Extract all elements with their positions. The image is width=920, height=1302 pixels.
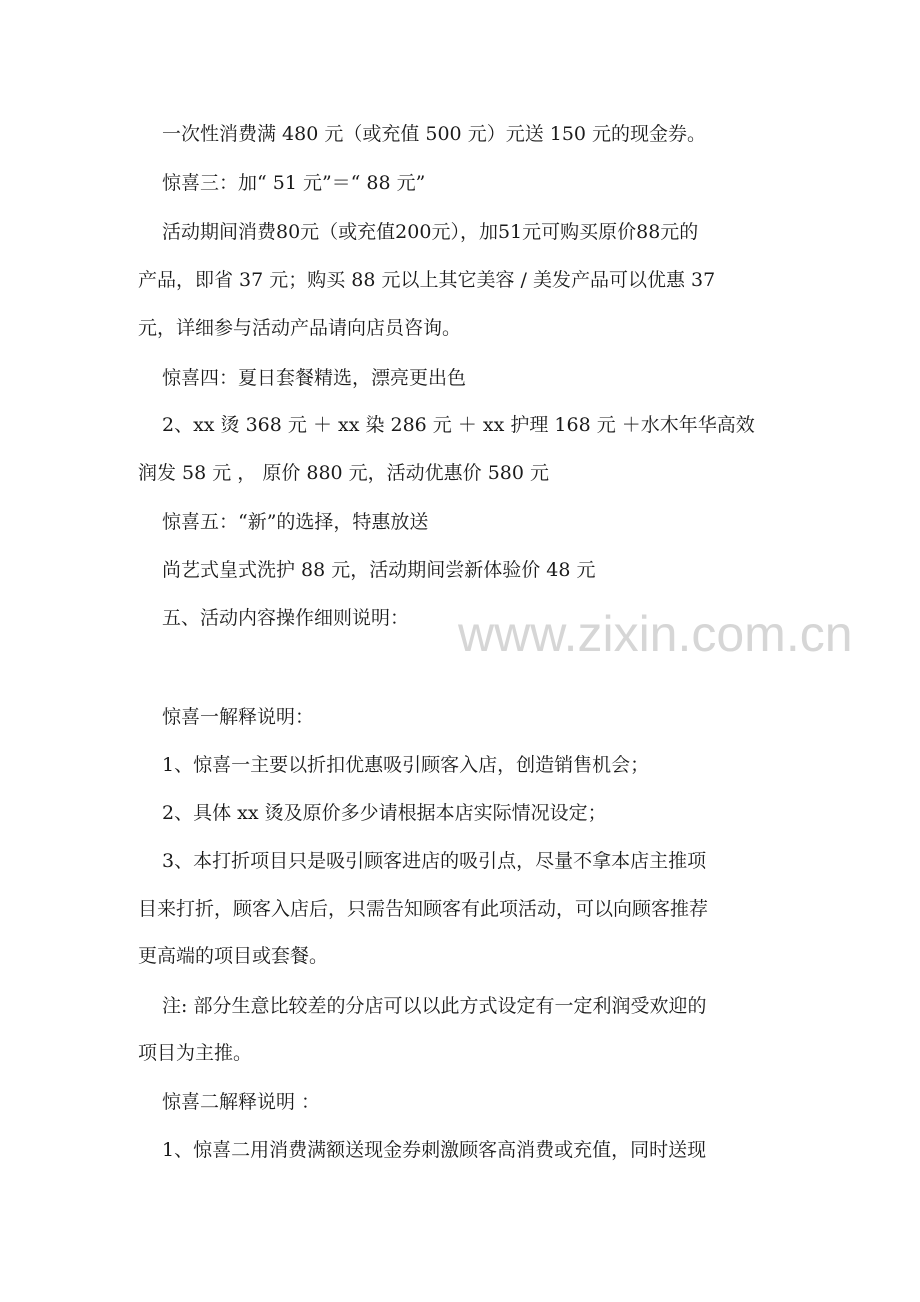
section-heading-surprise-3: 惊喜三：加“ 51 元”＝“ 88 元”: [162, 172, 426, 194]
text-line: 2、xx 烫 368 元 ＋ xx 染 286 元 ＋ xx 护理 168 元 ＋水木年华高效: [162, 414, 755, 436]
text-line: 项目为主推。: [138, 1042, 253, 1064]
section-heading-surprise-4: 惊喜四：夏日套餐精选，漂亮更出色: [162, 367, 467, 389]
explanation-heading-1: 惊喜一解释说明：: [162, 706, 315, 728]
text-line: 一次性消费满 480 元（或充值 500 元）元送 150 元的现金券。: [162, 123, 707, 145]
text-line: 更高端的项目或套餐。: [138, 945, 329, 967]
text-line: 活动期间消费80元（或充值200元），加51元可购买原价88元的: [162, 221, 699, 243]
list-item: 1、惊喜二用消费满额送现金券刺激顾客高消费或充值，同时送现: [162, 1139, 707, 1161]
list-item: 1、惊喜一主要以折扣优惠吸引顾客入店，创造销售机会；: [162, 754, 650, 776]
text-line: 目来打折，顾客入店后，只需告知顾客有此项活动，可以向顾客推荐: [138, 898, 709, 920]
section-heading-5: 五、活动内容操作细则说明：: [162, 607, 410, 629]
explanation-heading-2: 惊喜二解释说明 ：: [162, 1091, 321, 1113]
text-line: 尚艺式皇式洗护 88 元，活动期间尝新体验价 48 元: [162, 559, 596, 581]
watermark: www.zixin.com.cn: [458, 606, 853, 662]
note-line: 注: 部分生意比较差的分店可以以此方式设定有一定利润受欢迎的: [162, 995, 707, 1017]
text-line: 产品，即省 37 元；购买 88 元以上其它美容 / 美发产品可以优惠 37: [138, 269, 716, 291]
text-line: 润发 58 元 ， 原价 880 元，活动优惠价 580 元: [138, 462, 550, 484]
text-line: 元，详细参与活动产品请向店员咨询。: [138, 317, 462, 339]
list-item: 3、本打折项目只是吸引顾客进店的吸引点，尽量不拿本店主推项: [162, 850, 707, 872]
list-item: 2、具体 xx 烫及原价多少请根据本店实际情况设定；: [162, 802, 607, 824]
section-heading-surprise-5: 惊喜五：“新”的选择，特惠放送: [162, 511, 429, 533]
